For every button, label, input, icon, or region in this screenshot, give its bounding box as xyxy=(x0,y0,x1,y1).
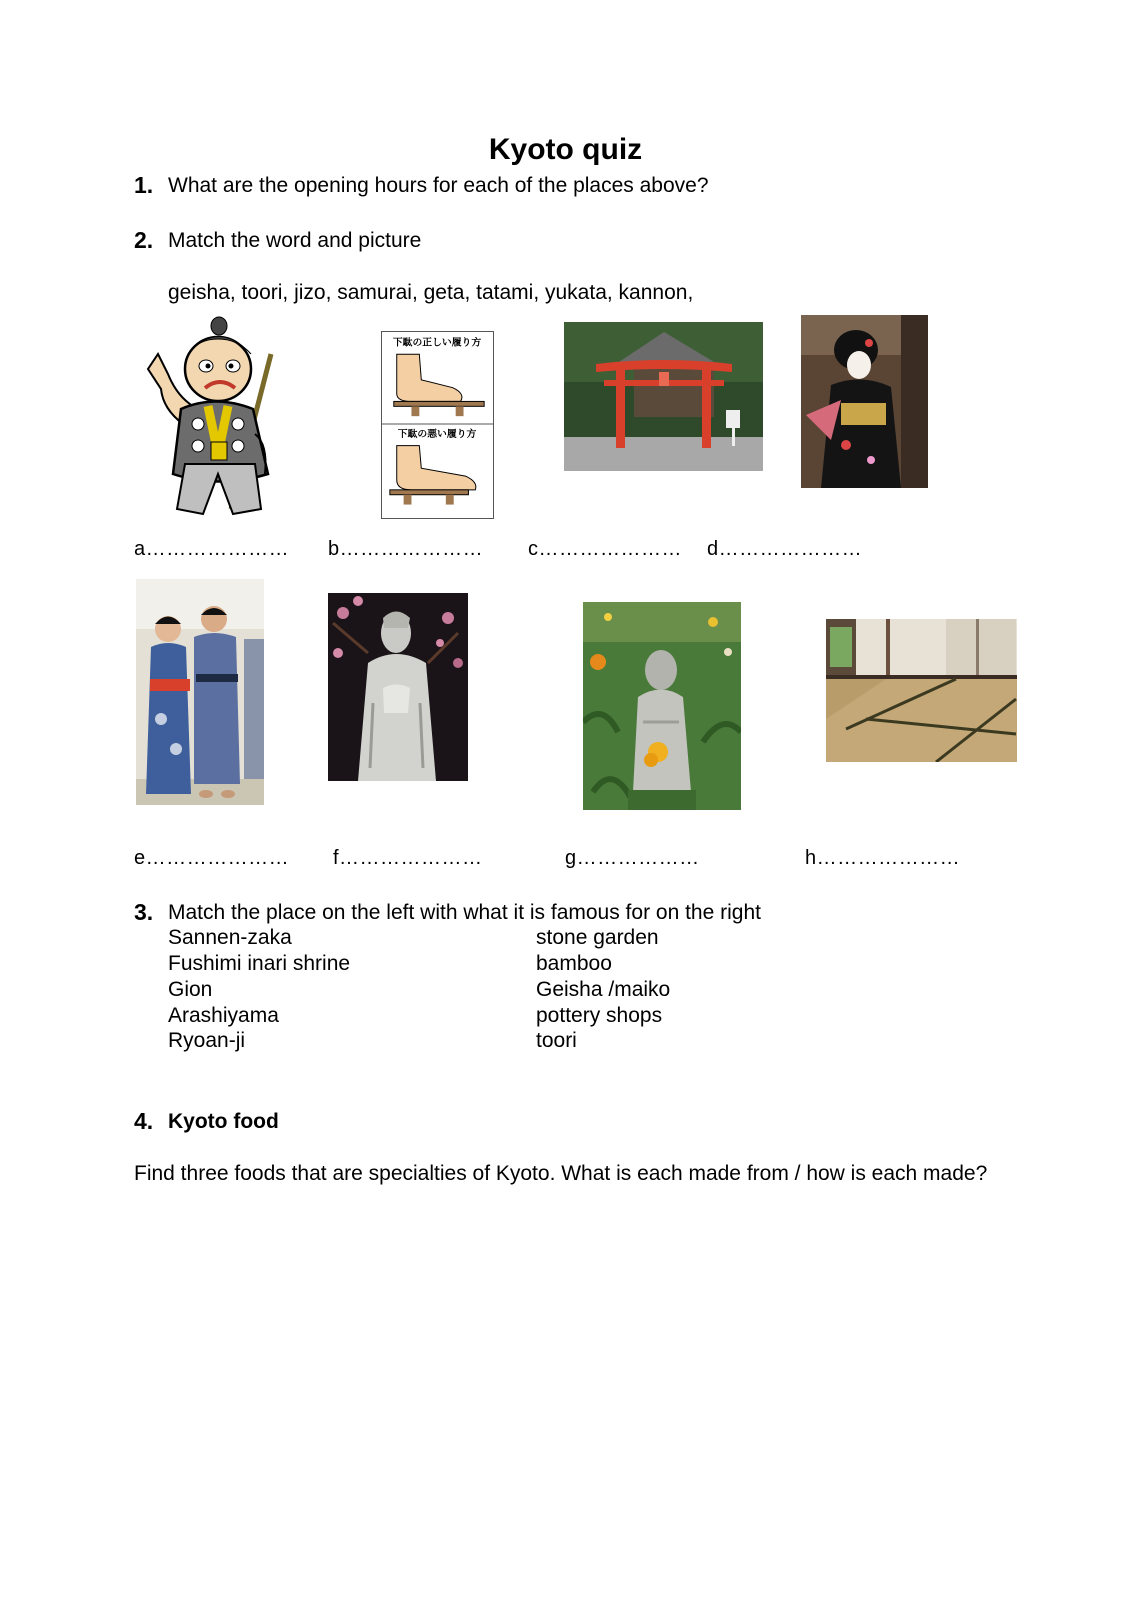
answer-blank-b[interactable]: b………………… xyxy=(328,538,484,560)
geisha-picture xyxy=(801,315,928,488)
question-2-number: 2. xyxy=(134,227,154,253)
place-item: Arashiyama xyxy=(168,1004,279,1027)
question-4-heading: Kyoto food xyxy=(168,1110,279,1133)
famous-item: bamboo xyxy=(536,952,612,975)
yukata-picture xyxy=(136,579,264,805)
jizo-picture xyxy=(583,602,741,810)
answer-blank-f[interactable]: f………………… xyxy=(333,847,483,869)
question-4-text: Find three foods that are specialties of Kyoto. What is each made from / how is each made? xyxy=(134,1162,988,1185)
question-1-text: What are the opening hours for each of the places above? xyxy=(168,174,709,197)
geta-picture xyxy=(381,331,494,519)
famous-item: pottery shops xyxy=(536,1004,663,1027)
famous-item: Geisha /maiko xyxy=(536,978,671,1001)
question-3-text: Match the place on the left with what it is famous for on the right xyxy=(168,901,761,924)
place-item: Fushimi inari shrine xyxy=(168,952,351,975)
answer-blank-g[interactable]: g……………… xyxy=(565,847,700,869)
geta-sign-bottom-text: 下駄の悪い履り方 xyxy=(397,428,477,440)
answer-blank-c[interactable]: c………………… xyxy=(528,538,682,560)
question-2-text: Match the word and picture xyxy=(168,229,422,252)
geta-sign-top-text: 下駄の正しい履り方 xyxy=(392,337,482,349)
answer-blank-e[interactable]: e………………… xyxy=(134,847,290,869)
place-item: Gion xyxy=(168,978,213,1001)
place-item: Ryoan-ji xyxy=(168,1029,246,1052)
tatami-picture xyxy=(826,619,1017,762)
answer-blank-d[interactable]: d………………… xyxy=(707,538,863,560)
answer-blank-h[interactable]: h………………… xyxy=(805,847,961,869)
answer-blank-a[interactable]: a………………… xyxy=(134,538,290,560)
famous-item: toori xyxy=(536,1029,577,1052)
page-title: Kyoto quiz xyxy=(488,133,643,166)
question-4-number: 4. xyxy=(134,1108,154,1134)
place-item: Sannen-zaka xyxy=(168,926,292,949)
word-list: geisha, toori, jizo, samurai, geta, tatami, yukata, kannon, xyxy=(168,281,694,304)
famous-item: stone garden xyxy=(536,926,659,949)
samurai-picture xyxy=(143,314,288,519)
kannon-picture xyxy=(328,593,468,781)
question-3-number: 3. xyxy=(134,899,154,925)
question-1-number: 1. xyxy=(134,172,154,198)
torii-picture xyxy=(564,322,763,471)
